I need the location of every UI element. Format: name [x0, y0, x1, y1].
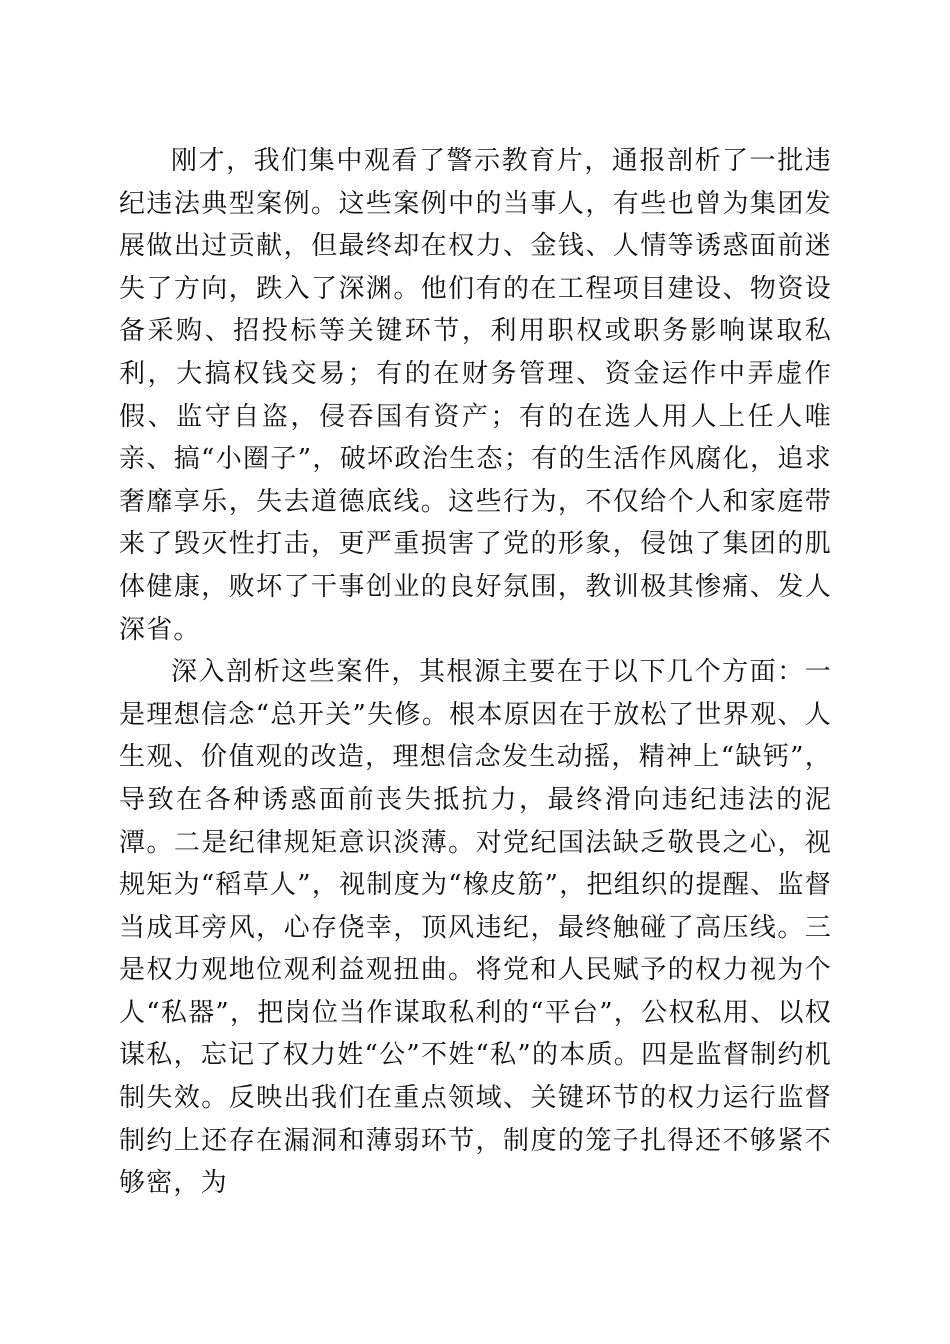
- document-body: [119, 140, 832, 1205]
- paragraph-root-causes: 深入剖析这些案件，其根源主要在于以下几个方面：一是理想信念“总开关”失修。根本原因在于放松了世界观、人生观、价值观的改造，理想信念发生动摇，精神上“缺钙”，导致在各种诱惑面前丧失抵抗力，最终滑向违纪违法的泥潭。二是纪律规矩意识淡薄。对党纪国法缺乏敬畏之心，视规矩为“稻草人”，视制度为“橡皮筋”，把组织的提醒、监督当成耳旁风，心存侥幸，顶风违纪，最终触碰了高压线。三是权力观地位观利益观扭曲。将党和人民赋予的权力视为个人“私器”，把岗位当作谋取私利的“平台”，公权私用、以权谋私，忘记了权力姓“公”不姓“私”的本质。四是监督制约机制失效。反映出我们在重点领域、关键环节的权力运行监督制约上还存在漏洞和薄弱环节，制度的笼子扎得还不够紧不够密，为: [119, 657, 832, 1199]
- paragraph-warning-cases: 刚才，我们集中观看了警示教育片，通报剖析了一批违纪违法典型案例。这些案例中的当事人，有些也曾为集团发展做出过贡献，但最终却在权力、金钱、人情等诱惑面前迷失了方向，跌入了深渊。他们有的在工程项目建设、物资设备采购、招投标等关键环节，利用职权或职务影响谋取私利，大搞权钱交易；有的在财务管理、资金运作中弄虚作假、监守自盗，侵吞国有资产；有的在选人用人上任人唯亲、搞“小圈子”，破坏政治生态；有的生活作风腐化，追求奢靡享乐，失去道德底线。这些行为，不仅给个人和家庭带来了毁灭性打击，更严重损害了党的形象，侵蚀了集团的肌体健康，败坏了干事创业的良好氛围，教训极其惨痛、发人深省。: [119, 146, 832, 645]
